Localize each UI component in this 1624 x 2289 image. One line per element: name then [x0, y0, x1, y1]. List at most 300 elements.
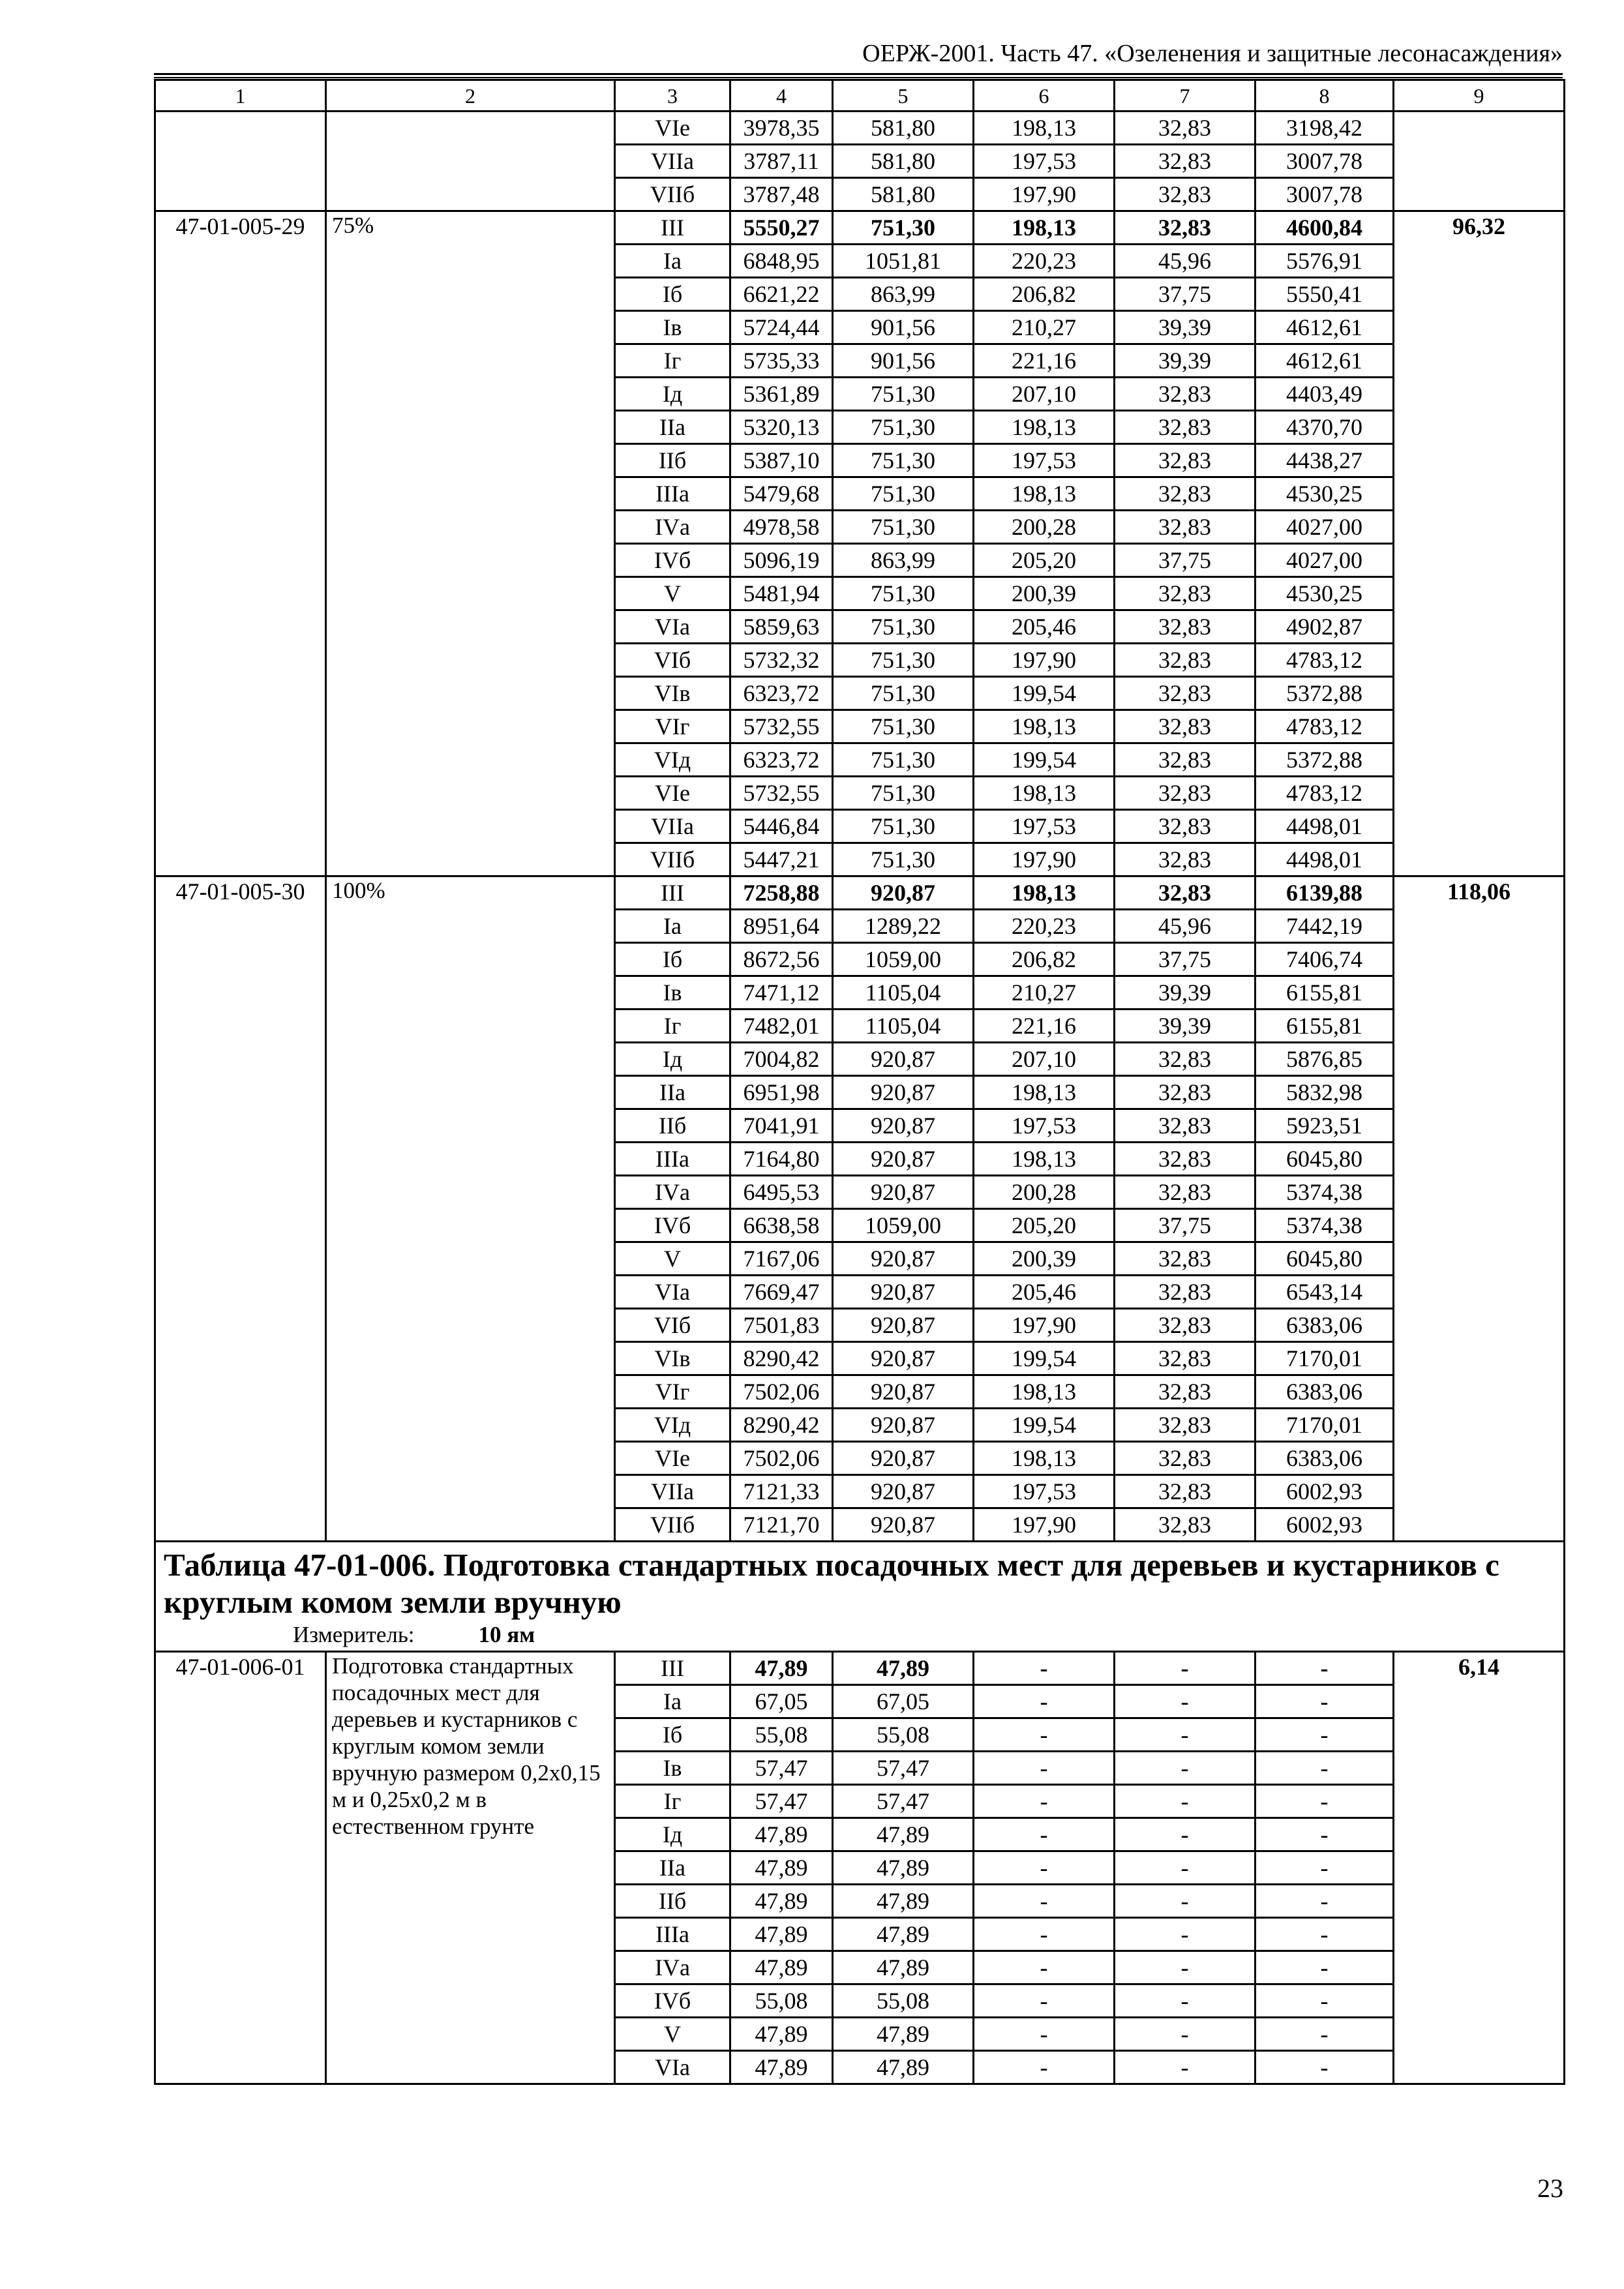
value-cell: 32,83 — [1115, 112, 1256, 145]
value-cell: 920,87 — [833, 1043, 974, 1076]
value-cell: 6002,93 — [1256, 1475, 1394, 1508]
value-cell: 32,83 — [1115, 1342, 1256, 1375]
value-cell: 32,83 — [1115, 1475, 1256, 1508]
code-cell: 47-01-005-30 — [155, 876, 326, 1542]
region-cell: IIа — [615, 411, 730, 444]
value-cell: 7170,01 — [1256, 1342, 1394, 1375]
value-cell: 4403,49 — [1256, 378, 1394, 411]
value-cell: 198,13 — [974, 1375, 1115, 1409]
value-cell: 207,10 — [974, 1043, 1115, 1076]
value-cell: 751,30 — [833, 743, 974, 777]
region-cell: IVб — [615, 544, 730, 577]
value-cell: 6045,80 — [1256, 1143, 1394, 1176]
region-cell: V — [615, 577, 730, 610]
value-cell: 205,46 — [974, 1276, 1115, 1309]
value-cell: 47,89 — [833, 2018, 974, 2051]
header-rule — [154, 73, 1563, 75]
value-cell: 197,90 — [974, 1309, 1115, 1342]
region-cell: III — [615, 211, 730, 245]
value-cell: 57,47 — [730, 1785, 833, 1818]
value-cell: 197,53 — [974, 1475, 1115, 1508]
region-cell: Iг — [615, 344, 730, 378]
page-number: 23 — [1537, 2174, 1563, 2203]
value-cell: 5735,33 — [730, 344, 833, 378]
region-cell: IVа — [615, 511, 730, 544]
value-cell: 32,83 — [1115, 810, 1256, 843]
value-cell: 32,83 — [1115, 610, 1256, 644]
value-cell: 751,30 — [833, 677, 974, 710]
value-cell: 47,89 — [730, 1918, 833, 1951]
value-cell: 45,96 — [1115, 910, 1256, 943]
value-cell: 55,08 — [833, 1984, 974, 2018]
value-cell: 4612,61 — [1256, 344, 1394, 378]
value-cell: 5923,51 — [1256, 1109, 1394, 1143]
value-cell: 8290,42 — [730, 1409, 833, 1442]
value-cell: 1051,81 — [833, 245, 974, 278]
value-cell: 920,87 — [833, 1508, 974, 1542]
value-cell: - — [1256, 1785, 1394, 1818]
value-cell: 197,53 — [974, 810, 1115, 843]
value-cell: 920,87 — [833, 1276, 974, 1309]
value-cell: 200,28 — [974, 511, 1115, 544]
region-cell: III — [615, 1652, 730, 1685]
column-number: 3 — [615, 80, 730, 112]
value-cell: - — [1256, 1918, 1394, 1951]
code-cell — [155, 112, 326, 211]
value-cell: 197,90 — [974, 644, 1115, 677]
region-cell: Iб — [615, 1718, 730, 1752]
value-cell: - — [974, 1685, 1115, 1718]
value-cell: 45,96 — [1115, 245, 1256, 278]
value-cell: 47,89 — [730, 1851, 833, 1885]
value-cell: 7502,06 — [730, 1375, 833, 1409]
value-cell: - — [974, 1818, 1115, 1851]
value-cell: 200,39 — [974, 577, 1115, 610]
value-cell: 47,89 — [833, 1818, 974, 1851]
value-cell: 199,54 — [974, 1342, 1115, 1375]
value-cell: - — [974, 1885, 1115, 1918]
value-cell: 920,87 — [833, 1076, 974, 1109]
value-cell: 5446,84 — [730, 810, 833, 843]
value-cell: 581,80 — [833, 112, 974, 145]
value-cell: 6323,72 — [730, 743, 833, 777]
value-cell: 920,87 — [833, 1442, 974, 1475]
value-cell: 920,87 — [833, 1109, 974, 1143]
region-cell: VIIа — [615, 1475, 730, 1508]
value-cell: 3198,42 — [1256, 112, 1394, 145]
total-cell: 96,32 — [1394, 211, 1565, 876]
value-cell: 32,83 — [1115, 378, 1256, 411]
value-cell: 32,83 — [1115, 1375, 1256, 1409]
value-cell: 32,83 — [1115, 1409, 1256, 1442]
column-number: 8 — [1256, 80, 1394, 112]
value-cell: - — [974, 1851, 1115, 1885]
region-cell: IIIа — [615, 1918, 730, 1951]
value-cell: 4978,58 — [730, 511, 833, 544]
value-cell: 1059,00 — [833, 1209, 974, 1242]
value-cell: 32,83 — [1115, 1109, 1256, 1143]
value-cell: 37,75 — [1115, 544, 1256, 577]
value-cell: 32,83 — [1115, 743, 1256, 777]
value-cell: 4027,00 — [1256, 544, 1394, 577]
value-cell: 210,27 — [974, 311, 1115, 344]
value-cell: 197,53 — [974, 444, 1115, 477]
value-cell: 6951,98 — [730, 1076, 833, 1109]
value-cell: 47,89 — [730, 1885, 833, 1918]
total-cell: 118,06 — [1394, 876, 1565, 1542]
total-cell: 6,14 — [1394, 1652, 1565, 2084]
total-cell — [1394, 112, 1565, 211]
value-cell: 4783,12 — [1256, 777, 1394, 810]
region-cell: VIIб — [615, 1508, 730, 1542]
value-cell: 8951,64 — [730, 910, 833, 943]
region-cell: VIа — [615, 1276, 730, 1309]
running-header: ОЕРЖ-2001. Часть 47. «Озеленения и защитные лесонасаждения» — [862, 40, 1563, 67]
value-cell: 5374,38 — [1256, 1176, 1394, 1209]
region-cell: VIг — [615, 710, 730, 743]
region-cell: VIа — [615, 2051, 730, 2084]
value-cell: 7004,82 — [730, 1043, 833, 1076]
measure-value: 10 ям — [478, 1622, 535, 1647]
value-cell: 920,87 — [833, 1342, 974, 1375]
value-cell: 7170,01 — [1256, 1409, 1394, 1442]
value-cell: 920,87 — [833, 1309, 974, 1342]
value-cell: - — [1115, 2018, 1256, 2051]
column-number: 2 — [326, 80, 615, 112]
region-cell: VIб — [615, 1309, 730, 1342]
value-cell: 32,83 — [1115, 577, 1256, 610]
value-cell: 751,30 — [833, 511, 974, 544]
value-cell: 4902,87 — [1256, 610, 1394, 644]
value-cell: 32,83 — [1115, 511, 1256, 544]
value-cell: - — [1115, 2051, 1256, 2084]
value-cell: 4438,27 — [1256, 444, 1394, 477]
table-row — [155, 112, 1565, 145]
value-cell: 6383,06 — [1256, 1309, 1394, 1342]
value-cell: - — [1115, 1718, 1256, 1752]
value-cell: 67,05 — [730, 1685, 833, 1718]
region-cell: Iа — [615, 1685, 730, 1718]
value-cell: 200,39 — [974, 1242, 1115, 1276]
region-cell: VIд — [615, 743, 730, 777]
value-cell: 5550,41 — [1256, 278, 1394, 311]
value-cell: 863,99 — [833, 544, 974, 577]
value-cell: 751,30 — [833, 477, 974, 511]
value-cell: 4027,00 — [1256, 511, 1394, 544]
value-cell: - — [974, 1718, 1115, 1752]
region-cell: IVа — [615, 1176, 730, 1209]
value-cell: 206,82 — [974, 278, 1115, 311]
value-cell: 198,13 — [974, 1442, 1115, 1475]
value-cell: 32,83 — [1115, 1176, 1256, 1209]
value-cell: 751,30 — [833, 411, 974, 444]
value-cell: 920,87 — [833, 1475, 974, 1508]
value-cell: 47,89 — [833, 1652, 974, 1685]
value-cell: - — [1256, 1851, 1394, 1885]
value-cell: 205,20 — [974, 544, 1115, 577]
value-cell: 5876,85 — [1256, 1043, 1394, 1076]
value-cell: 67,05 — [833, 1685, 974, 1718]
value-cell: - — [1115, 1885, 1256, 1918]
value-cell: 198,13 — [974, 876, 1115, 910]
table-title-cell — [155, 1542, 1565, 1652]
value-cell: 3787,11 — [730, 145, 833, 178]
value-cell: - — [1256, 1984, 1394, 2018]
value-cell: 32,83 — [1115, 1143, 1256, 1176]
region-cell: IVб — [615, 1209, 730, 1242]
region-cell: Iд — [615, 1043, 730, 1076]
value-cell: 199,54 — [974, 743, 1115, 777]
value-cell: 4530,25 — [1256, 577, 1394, 610]
value-cell: 751,30 — [833, 610, 974, 644]
value-cell: 5479,68 — [730, 477, 833, 511]
value-cell: 39,39 — [1115, 344, 1256, 378]
value-cell: 57,47 — [730, 1752, 833, 1785]
value-cell: - — [1115, 1752, 1256, 1785]
value-cell: 57,47 — [833, 1752, 974, 1785]
value-cell: 4612,61 — [1256, 311, 1394, 344]
region-cell: VIе — [615, 777, 730, 810]
region-cell: VIIб — [615, 843, 730, 876]
value-cell: 581,80 — [833, 178, 974, 211]
region-cell: VIб — [615, 644, 730, 677]
region-cell: Iг — [615, 1785, 730, 1818]
value-cell: 221,16 — [974, 344, 1115, 378]
value-cell: 751,30 — [833, 644, 974, 677]
value-cell: 32,83 — [1115, 1276, 1256, 1309]
value-cell: 47,89 — [730, 1951, 833, 1984]
region-cell: IVа — [615, 1951, 730, 1984]
value-cell: 4783,12 — [1256, 644, 1394, 677]
value-cell: 7167,06 — [730, 1242, 833, 1276]
region-cell: Iд — [615, 378, 730, 411]
value-cell: - — [1115, 1652, 1256, 1685]
value-cell: 39,39 — [1115, 976, 1256, 1010]
value-cell: 5732,55 — [730, 777, 833, 810]
value-cell: 6045,80 — [1256, 1242, 1394, 1276]
value-cell: 55,08 — [730, 1984, 833, 2018]
value-cell: 751,30 — [833, 577, 974, 610]
region-cell: IIб — [615, 1109, 730, 1143]
value-cell: - — [1115, 1818, 1256, 1851]
region-cell: VIа — [615, 610, 730, 644]
value-cell: 8672,56 — [730, 943, 833, 976]
value-cell: 7121,33 — [730, 1475, 833, 1508]
value-cell: 198,13 — [974, 477, 1115, 511]
value-cell: - — [1256, 1685, 1394, 1718]
value-cell: 7121,70 — [730, 1508, 833, 1542]
value-cell: 47,89 — [730, 1818, 833, 1851]
value-cell: - — [1256, 2018, 1394, 2051]
value-cell: 5724,44 — [730, 311, 833, 344]
value-cell: 1105,04 — [833, 1010, 974, 1043]
region-cell: VIв — [615, 677, 730, 710]
value-cell: 32,83 — [1115, 677, 1256, 710]
value-cell: 198,13 — [974, 411, 1115, 444]
value-cell: 32,83 — [1115, 644, 1256, 677]
code-cell: 47-01-006-01 — [155, 1652, 326, 2084]
value-cell: 6139,88 — [1256, 876, 1394, 910]
value-cell: 47,89 — [730, 1652, 833, 1685]
value-cell: 1289,22 — [833, 910, 974, 943]
value-cell: 901,56 — [833, 311, 974, 344]
value-cell: 32,83 — [1115, 211, 1256, 245]
value-cell: 39,39 — [1115, 311, 1256, 344]
value-cell: 55,08 — [833, 1718, 974, 1752]
value-cell: 32,83 — [1115, 1242, 1256, 1276]
value-cell: 751,30 — [833, 378, 974, 411]
value-cell: - — [1115, 1984, 1256, 2018]
value-cell: 32,83 — [1115, 1076, 1256, 1109]
value-cell: 920,87 — [833, 1375, 974, 1409]
value-cell: 5372,88 — [1256, 677, 1394, 710]
region-cell: VIд — [615, 1409, 730, 1442]
price-table — [154, 79, 1565, 2085]
description-cell: 100% — [326, 876, 615, 1542]
value-cell: 7502,06 — [730, 1442, 833, 1475]
value-cell: 39,39 — [1115, 1010, 1256, 1043]
value-cell: 3978,35 — [730, 112, 833, 145]
value-cell: 7471,12 — [730, 976, 833, 1010]
region-cell: VIг — [615, 1375, 730, 1409]
value-cell: 7482,01 — [730, 1010, 833, 1043]
value-cell: 8290,42 — [730, 1342, 833, 1375]
value-cell: 920,87 — [833, 1176, 974, 1209]
value-cell: 6155,81 — [1256, 1010, 1394, 1043]
value-cell: - — [1256, 1951, 1394, 1984]
value-cell: 920,87 — [833, 1143, 974, 1176]
value-cell: 6543,14 — [1256, 1276, 1394, 1309]
region-cell: V — [615, 2018, 730, 2051]
value-cell: 47,89 — [833, 1951, 974, 1984]
value-cell: 4498,01 — [1256, 810, 1394, 843]
value-cell: 4498,01 — [1256, 843, 1394, 876]
value-cell: 4600,84 — [1256, 211, 1394, 245]
value-cell: 7258,88 — [730, 876, 833, 910]
value-cell: 3007,78 — [1256, 145, 1394, 178]
value-cell: 32,83 — [1115, 1309, 1256, 1342]
value-cell: 3787,48 — [730, 178, 833, 211]
column-number: 9 — [1394, 80, 1565, 112]
value-cell: 198,13 — [974, 211, 1115, 245]
value-cell: - — [974, 2018, 1115, 2051]
value-cell: 37,75 — [1115, 278, 1256, 311]
value-cell: 863,99 — [833, 278, 974, 311]
value-cell: 751,30 — [833, 211, 974, 245]
value-cell: 32,83 — [1115, 178, 1256, 211]
region-cell: IVб — [615, 1984, 730, 2018]
region-cell: VIв — [615, 1342, 730, 1375]
value-cell: - — [974, 2051, 1115, 2084]
value-cell: 57,47 — [833, 1785, 974, 1818]
description-cell: Подготовка стандартных посадочных мест для деревьев и кустарников с круглым комом земли вручную размером 0,2х0,15 м и 0,25х0,2 м в естественном грунте — [326, 1652, 615, 2084]
value-cell: 47,89 — [730, 2051, 833, 2084]
value-cell: 4783,12 — [1256, 710, 1394, 743]
value-cell: 5481,94 — [730, 577, 833, 610]
value-cell: 197,90 — [974, 178, 1115, 211]
value-cell: 207,10 — [974, 378, 1115, 411]
value-cell: 47,89 — [730, 2018, 833, 2051]
value-cell: 47,89 — [833, 2051, 974, 2084]
value-cell: 7041,91 — [730, 1109, 833, 1143]
value-cell: 751,30 — [833, 710, 974, 743]
value-cell: 198,13 — [974, 1076, 1115, 1109]
value-cell: 7501,83 — [730, 1309, 833, 1342]
region-cell: IIб — [615, 444, 730, 477]
region-cell: VIIб — [615, 178, 730, 211]
value-cell: 37,75 — [1115, 1209, 1256, 1242]
value-cell: 5372,88 — [1256, 743, 1394, 777]
value-cell: - — [1256, 1718, 1394, 1752]
value-cell: 197,53 — [974, 145, 1115, 178]
value-cell: - — [1115, 1918, 1256, 1951]
value-cell: 32,83 — [1115, 477, 1256, 511]
value-cell: - — [1115, 1685, 1256, 1718]
value-cell: 7164,80 — [730, 1143, 833, 1176]
column-number: 5 — [833, 80, 974, 112]
value-cell: 5732,32 — [730, 644, 833, 677]
value-cell: - — [1115, 1785, 1256, 1818]
value-cell: 221,16 — [974, 1010, 1115, 1043]
measure-line — [164, 1622, 1558, 1648]
value-cell: 6155,81 — [1256, 976, 1394, 1010]
value-cell: - — [1256, 2051, 1394, 2084]
value-cell: 32,83 — [1115, 777, 1256, 810]
value-cell: 5576,91 — [1256, 245, 1394, 278]
value-cell: 1105,04 — [833, 976, 974, 1010]
value-cell: 5732,55 — [730, 710, 833, 743]
table-title: Таблица 47-01-006. Подготовка стандартных посадочных мест для деревьев и кустарников с круглым комом земли вручную — [164, 1547, 1499, 1620]
region-cell: IIIа — [615, 1143, 730, 1176]
region-cell: Iа — [615, 245, 730, 278]
region-cell: Iв — [615, 976, 730, 1010]
value-cell: 920,87 — [833, 1409, 974, 1442]
region-cell: IIб — [615, 1885, 730, 1918]
table-title-row — [155, 1542, 1565, 1652]
value-cell: 751,30 — [833, 810, 974, 843]
column-number-row — [155, 80, 1565, 112]
value-cell: 5374,38 — [1256, 1209, 1394, 1242]
value-cell: 205,20 — [974, 1209, 1115, 1242]
value-cell: 199,54 — [974, 677, 1115, 710]
value-cell: 220,23 — [974, 910, 1115, 943]
value-cell: 5859,63 — [730, 610, 833, 644]
value-cell: 200,28 — [974, 1176, 1115, 1209]
value-cell: 197,53 — [974, 1109, 1115, 1143]
value-cell: 199,54 — [974, 1409, 1115, 1442]
value-cell: 32,83 — [1115, 145, 1256, 178]
value-cell: 920,87 — [833, 876, 974, 910]
value-cell: - — [974, 1652, 1115, 1685]
value-cell: 751,30 — [833, 444, 974, 477]
value-cell: 6383,06 — [1256, 1375, 1394, 1409]
value-cell: 197,90 — [974, 843, 1115, 876]
value-cell: 4530,25 — [1256, 477, 1394, 511]
measure-label: Измеритель: — [293, 1622, 415, 1647]
value-cell: 32,83 — [1115, 876, 1256, 910]
region-cell: Iв — [615, 311, 730, 344]
value-cell: 220,23 — [974, 245, 1115, 278]
region-cell: VIе — [615, 112, 730, 145]
value-cell: - — [974, 1918, 1115, 1951]
region-cell: Iа — [615, 910, 730, 943]
description-cell: 75% — [326, 211, 615, 876]
value-cell: 6383,06 — [1256, 1442, 1394, 1475]
table-row — [155, 876, 1565, 910]
value-cell: 5361,89 — [730, 378, 833, 411]
value-cell: - — [1256, 1652, 1394, 1685]
value-cell: 32,83 — [1115, 411, 1256, 444]
